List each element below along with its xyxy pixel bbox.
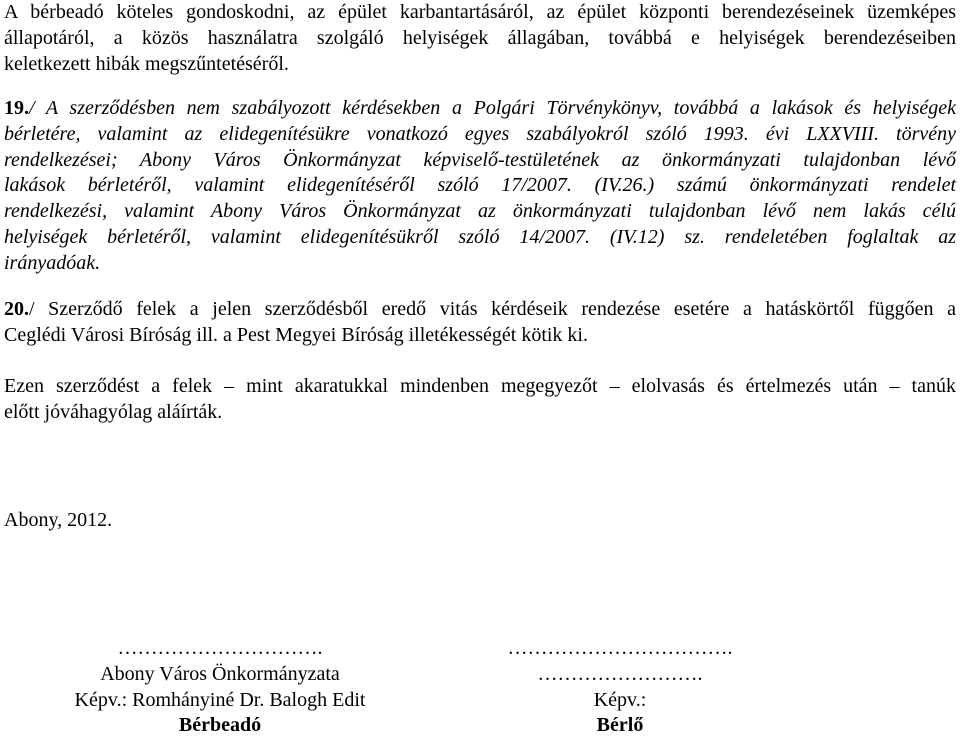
paragraph-20 [4,297,956,349]
text-line: irányadóak. [4,251,101,274]
signature-organization: Abony Város Önkormányzata [100,662,340,685]
paragraph-maintenance [4,0,956,77]
text-line-rest: / A szerződésben nem szabályozott kérdésekben a Polgári Törvénykönyv, továbbá a lakások és helyiségek [29,97,956,119]
text-line: Ceglédi Városi Bíróság ill. a Pest Megyei Bíróság illetékességét kötik ki. [4,323,588,346]
text-line: rendelkezési, valamint Abony Város Önkormányzat az önkormányzati tulajdonban lévő nem lakás célú [4,200,956,223]
signature-role: Bérlő [596,714,644,737]
text-line: Ezen szerződést a felek – mint akaratukkal mindenben megegyezőt – elolvasás és értelmezés után – tanúk [4,375,956,397]
paragraph-number: 19. [4,97,29,119]
text-line: előtt jóváhagyólag aláírták. [4,400,223,423]
text-line [4,96,956,122]
text-line: rendelkezései; Abony Város Önkormányzat képviselő-testületének az önkormányzati tulajdonban lévő [4,148,956,171]
signature-block-lessee [470,636,770,739]
text-line: lakások bérletéről, valamint elidegenítéséről szóló 17/2007. (IV.26.) számú önkormányzati rendelet [4,174,956,197]
place-date: Abony, 2012. [4,509,113,531]
signature-line: ……………………. [537,662,703,685]
text-line-rest: / Szerződő felek a jelen szerződésből eredő vitás kérdéseik rendezése esetére a hatáskörtől függően a [29,298,956,320]
signature-line: ……………………………. [507,637,733,659]
signature-role: Bérbeadó [178,714,262,737]
paragraph-number: 20. [4,298,29,320]
signature-line: …………………………. [117,637,323,659]
text-line: bérletére, valamint az elidegenítésükre vonatkozó egyes szabályokról szóló 1993. évi LXXVIII. törvény [4,122,956,145]
text-line [4,297,956,323]
paragraph-closing [4,374,956,426]
paragraph-19 [4,96,956,277]
signature-representative: Képv.: Romhányiné Dr. Balogh Edit [74,688,366,711]
text-line: keletkezett hibák megszűntetéséről. [4,52,289,75]
text-line: A bérbeadó köteles gondoskodni, az épület karbantartásáról, az épület központi berendezéseinek üzemképes [4,1,956,23]
signature-block-lessor [20,636,420,739]
text-line: állapotáról, a közös használatra szolgáló helyiségek állagában, továbbá e helyiségek berendezéseiben [4,26,956,49]
text-line: helyiségek bérletéről, valamint elidegenítésükről szóló 14/2007. (IV.12) sz. rendeletében foglaltak az [4,225,956,248]
signature-representative: Képv.: [593,688,647,711]
